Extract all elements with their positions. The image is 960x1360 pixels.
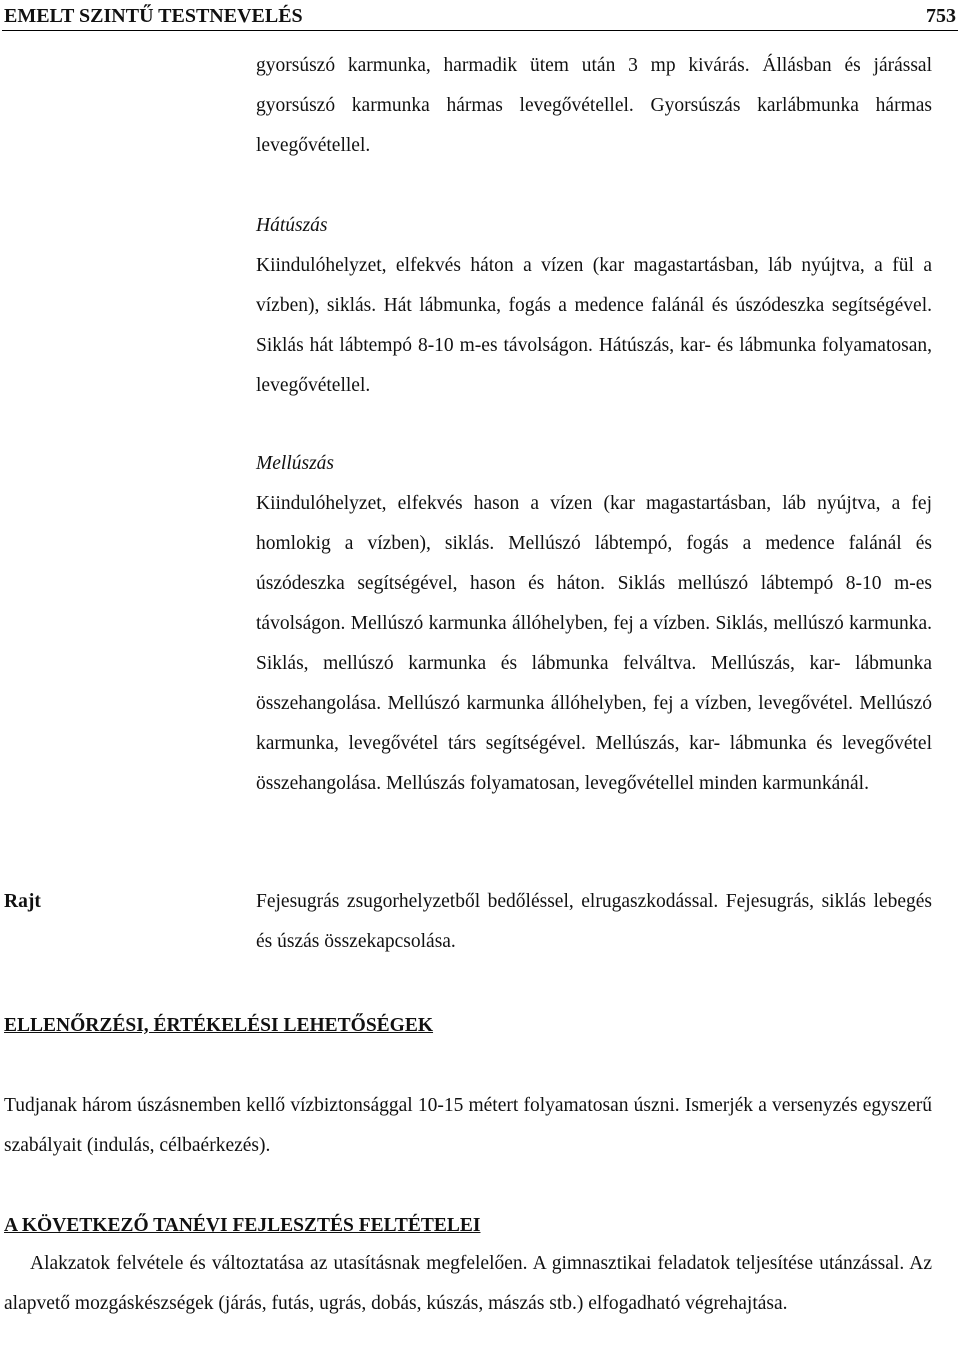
rajt-label: Rajt: [4, 891, 41, 912]
ellenorzes-text: Tudjanak három úszásnemben kellő vízbiztonsággal 10-15 métert folyamatosan úszni. Ismerjék a versenyzés egyszerű szabályait (indulás, célbaérkezés).: [4, 1095, 932, 1156]
gyorsuszas-continuation: gyorsúszó karmunka, harmadik ütem után 3 mp kivárás. Állásban és járással gyorsúszó karmunka hármas levegővétellel. Gyorsúszás karlábmunka hármas levegővétellel.: [256, 55, 932, 156]
melluszas-title: Mellúszás: [256, 453, 334, 474]
page-number: 753: [926, 5, 956, 27]
header-title: EMELT SZINTŰ TESTNEVELÉS: [4, 5, 303, 27]
melluszas-text: Kiindulóhelyzet, elfekvés hason a vízen (kar magastartásban, láb nyújtva, a fej homlokig a vízben), siklás. Mellúszó lábtempó, fogás a medence falánál és úszódeszka segítségével, hason és háton. Siklás mellúszó lábtempó 8-10 m-es távolságon. Mellúszó karmunka állóhelyben, fej a vízben. Siklás, mellúszó karmunka. Siklás, mellúszó karmunka és lábmunka felváltva. Mellúszás, kar- lábmunka összehangolása. Mellúszó karmunka állóhelyben, fej a vízben, levegővétel. Mellúszó karmunka, levegővétel társ segítségével. Mellúszás, kar- lábmunka és levegővétel összehangolása. Mellúszás folyamatosan, levegővétellel minden karmunkánál.: [256, 493, 932, 794]
page-header: [2, 2, 958, 31]
hatuszas-text: Kiindulóhelyzet, elfekvés háton a vízen (kar magastartásban, láb nyújtva, a fül a vízben), siklás. Hát lábmunka, fogás a medence falánál és úszódeszka segítségével. Siklás hát lábtempó 8-10 m-es távolságon. Hátúszás, kar- és lábmunka folyamatosan, levegővétellel.: [256, 255, 932, 396]
hatuszas-title: Hátúszás: [256, 215, 328, 236]
kovetkezo-text: Alakzatok felvétele és változtatása az utasításnak megfelelően. A gimnasztikai feladatok teljesítése utánzással. Az alapvető mozgáskészségek (járás, futás, ugrás, dobás, kúszás, mászás stb.) elfogadható végrehajtása.: [4, 1253, 932, 1314]
kovetkezo-heading: A KÖVETKEZŐ TANÉVI FEJLESZTÉS FELTÉTELEI: [4, 1215, 481, 1236]
rajt-text: Fejesugrás zsugorhelyzetből bedőléssel, elrugaszkodással. Fejesugrás, siklás lebegés és úszás összekapcsolása.: [256, 891, 932, 952]
ellenorzes-heading: ELLENŐRZÉSI, ÉRTÉKELÉSI LEHETŐSÉGEK: [4, 1015, 434, 1036]
